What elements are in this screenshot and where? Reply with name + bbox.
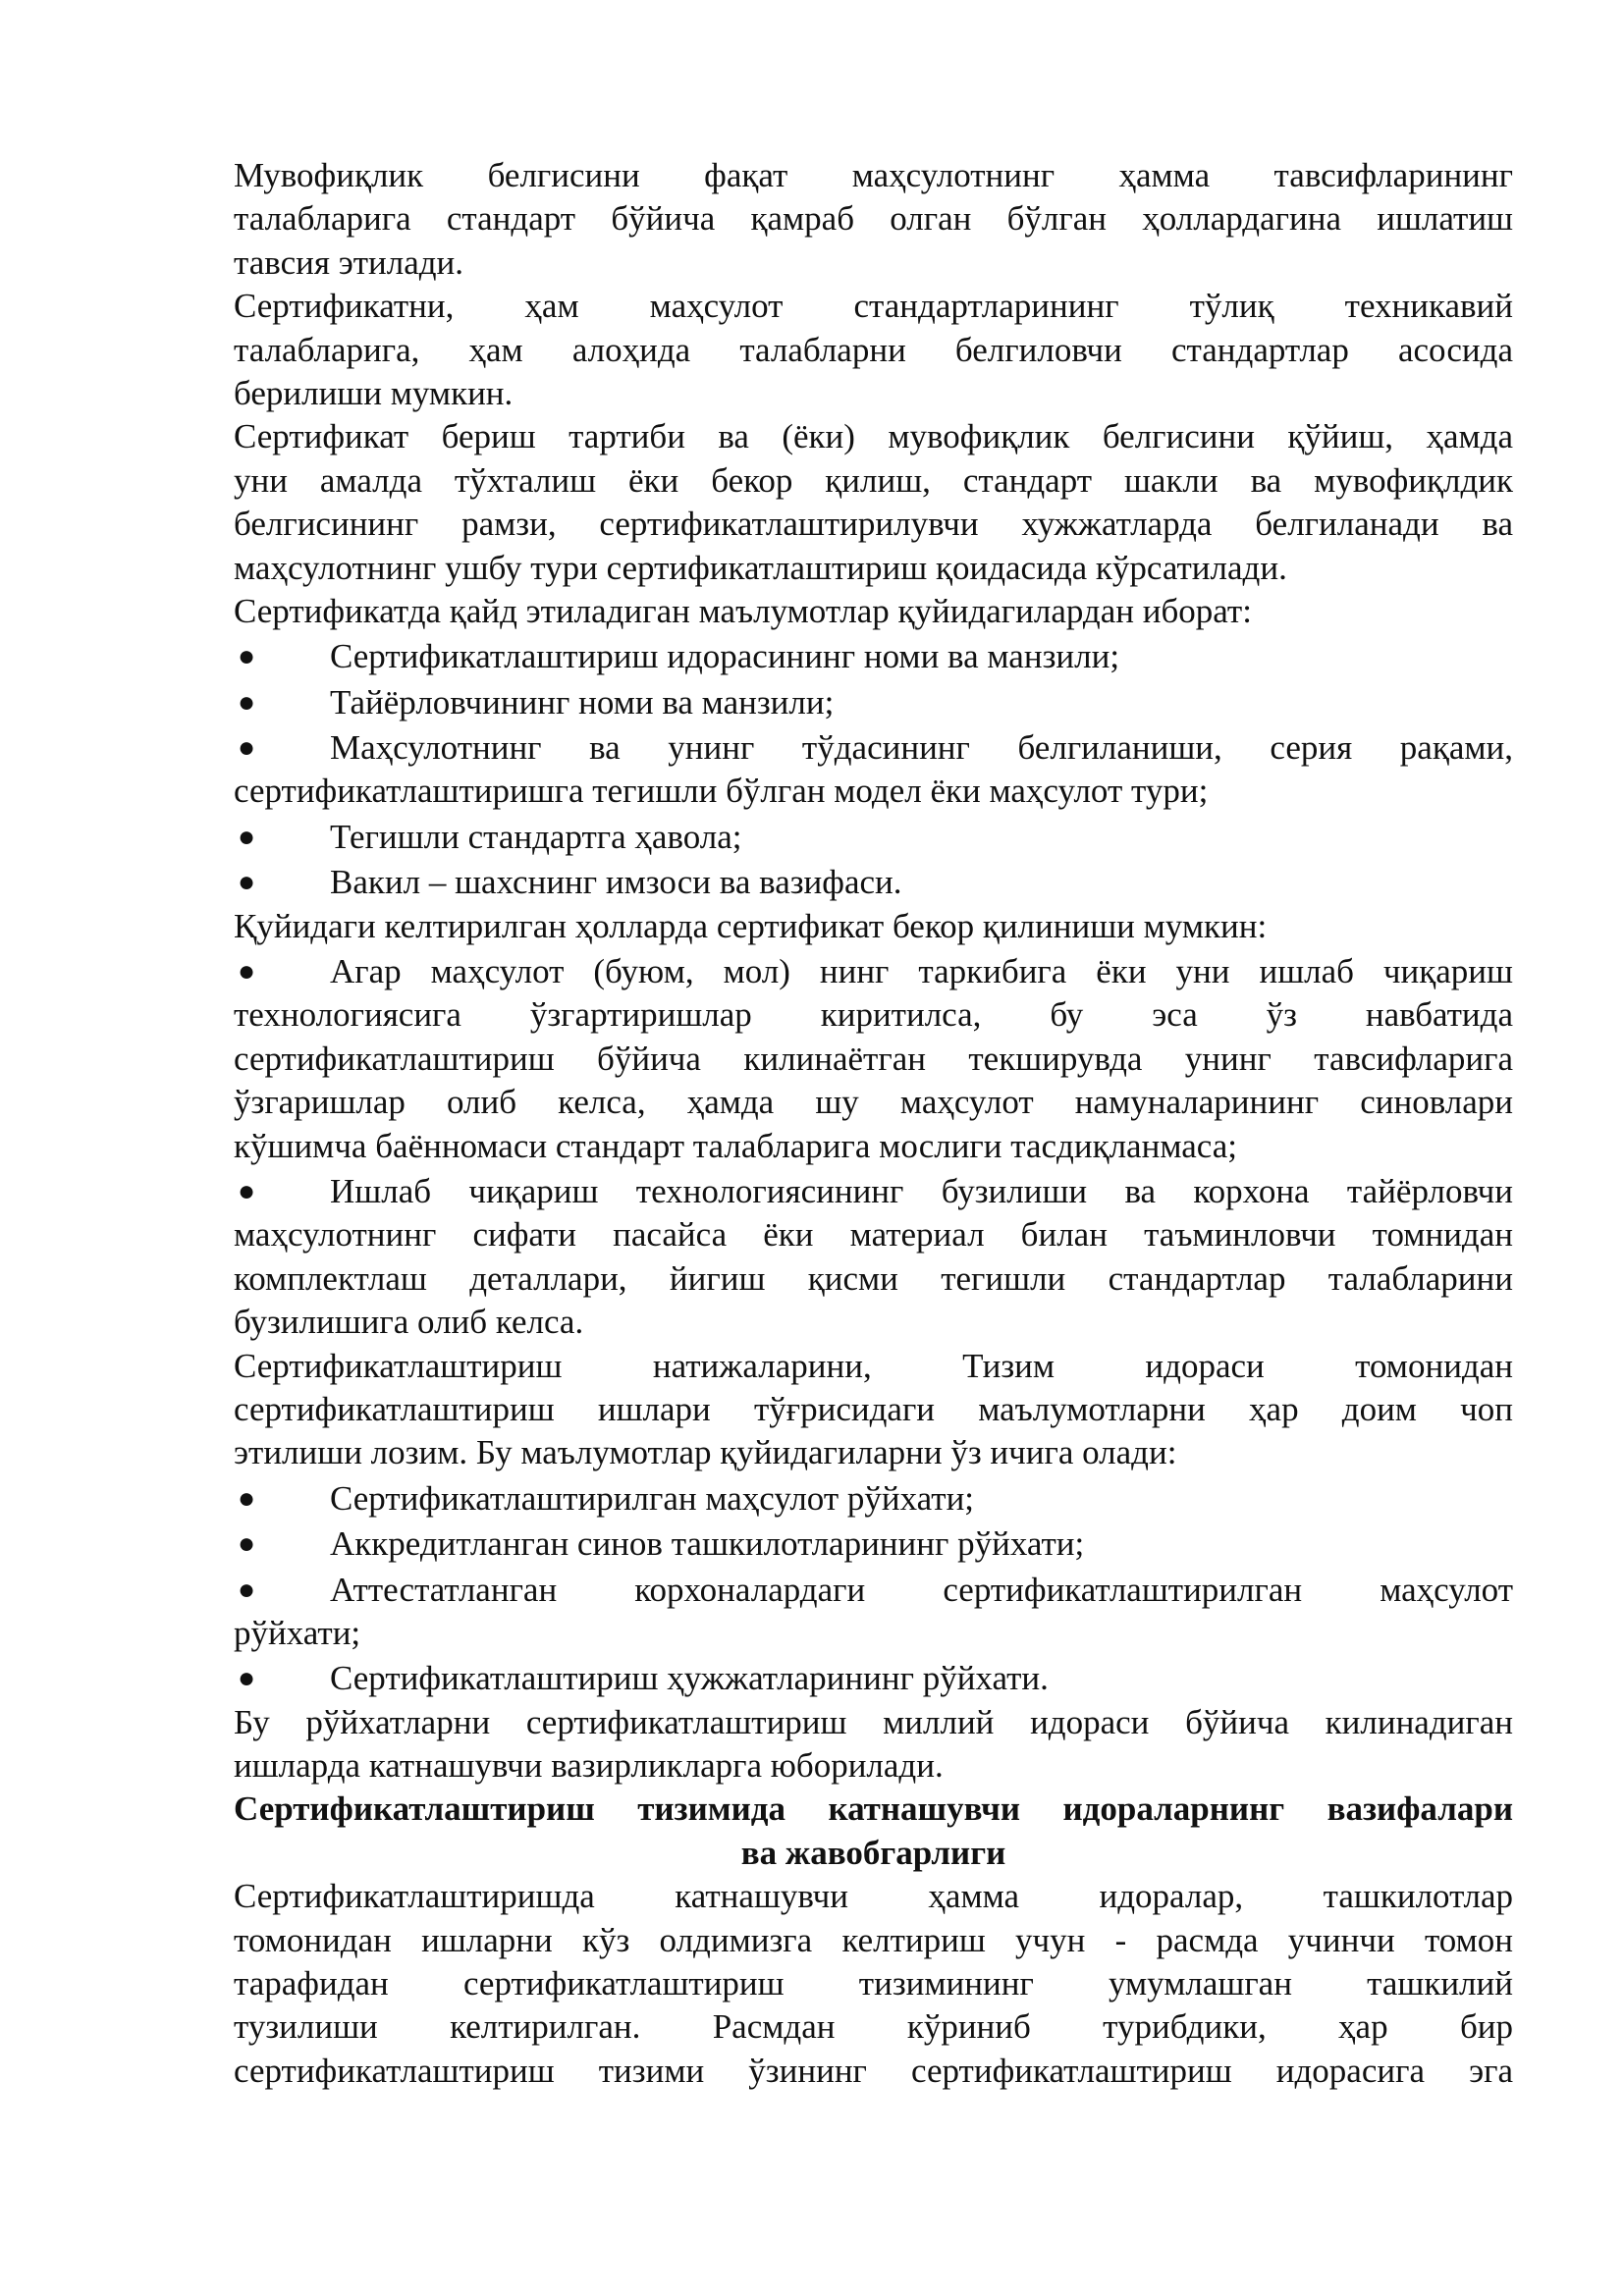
list-item-text: рўйхати; — [234, 1613, 361, 1652]
list-item-text: Сертификатлаштириш ҳужжатларининг рўйхати. — [330, 1659, 1049, 1698]
text-line: Қуйидаги келтирилган ҳолларда сертификат бекор қилиниши мумкин: — [234, 906, 1268, 945]
section-heading — [234, 1788, 1513, 1875]
text-line: Сертификатни, ҳам маҳсулот стандартларининг тўлиқ техникавий — [234, 287, 1513, 326]
list-item-text: сертификатлаштиришга тегишли бўлган модел ёки маҳсулот тури; — [234, 772, 1209, 811]
list-item-text: кўшимча баённомаси стандарт талабларига мослиги тасдиқланмаса; — [234, 1126, 1237, 1165]
bullet-icon: ● — [238, 1174, 256, 1207]
text-line: Мувофиқлик белгисини фақат маҳсулотнинг ҳамма тавсифларининг — [234, 156, 1513, 194]
list-item-text: Маҳсулотнинг ва унинг тўдасининг белгиланиши, серия рақами, — [330, 728, 1513, 768]
list-item — [234, 635, 1513, 678]
list-item-text: комплектлаш деталлари, йигиш қисми тегишли стандартлар талабларини — [234, 1258, 1513, 1298]
list-item-text: Ишлаб чиқариш технологиясининг бузилиши ва корхона тайёрловчи — [330, 1171, 1513, 1210]
paragraph — [234, 415, 1513, 590]
text-line: Сертификатлаштириш натижаларини, Тизим идораси томонидан — [234, 1346, 1513, 1385]
document-page — [234, 154, 1513, 2093]
bullet-list — [234, 1477, 1513, 1701]
list-item-text: Тайёрловчининг номи ва манзили; — [330, 682, 835, 721]
list-item-text: маҳсулотнинг сифати пасайса ёки материал билан таъминловчи томнидан — [234, 1215, 1513, 1255]
text-line: Бу рўйхатларни сертификатлаштириш миллий идораси бўйича килинадиган — [234, 1702, 1513, 1741]
list-item-text: Аккредитланган синов ташкилотларининг рўйхати; — [330, 1524, 1085, 1564]
list-item — [234, 1477, 1513, 1521]
paragraph — [234, 1875, 1513, 2093]
text-line: Сертификатлаштиришда катнашувчи ҳамма идоралар, ташкилотлар — [234, 1877, 1513, 1916]
list-item — [234, 1569, 1513, 1656]
bullet-icon: ● — [238, 866, 256, 899]
list-item-text: Агар маҳсулот (буюм, мол) нинг таркибига ёки уни ишлаб чиқариш — [330, 952, 1513, 991]
list-item-text: Вакил – шахснинг имзоси ва вазифаси. — [330, 863, 902, 902]
heading-line: ва жавобгарлиги — [740, 1833, 1006, 1872]
text-line: сертификатлаштириш ишлари тўғрисидаги маълумотларни ҳар доим чоп — [234, 1389, 1513, 1428]
text-line: берилиши мумкин. — [234, 373, 514, 412]
bullet-list — [234, 950, 1513, 1345]
heading-line: Сертификатлаштириш тизимида катнашувчи идораларнинг вазифалари — [234, 1789, 1513, 1829]
list-item-text: бузилишига олиб келса. — [234, 1303, 584, 1342]
text-line: томонидан ишларни кўз олдимизга келтириш учун - расмда учинчи томон — [234, 1920, 1513, 1959]
list-item-text: Сертификатлаштириш идорасининг номи ва манзили; — [330, 637, 1120, 676]
bullet-icon: ● — [238, 731, 256, 765]
text-line: тарафидан сертификатлаштириш тизимининг умумлашган ташкилий — [234, 1964, 1513, 2003]
text-line: этилиши лозим. Бу маълумотлар қуйидагиларни ўз ичига олади: — [234, 1433, 1177, 1472]
text-line: Сертификат бериш тартиби ва (ёки) мувофиқлик белгисини қўйиш, ҳамда — [234, 417, 1513, 456]
text-line: уни амалда тўхталиш ёки бекор қилиш, стандарт шакли ва мувофиқлдик — [234, 460, 1513, 500]
list-item-text: Аттестатланган корхоналардаги сертификатлаштирилган маҳсулот — [330, 1570, 1513, 1609]
text-line: талабларига стандарт бўйича қамраб олган бўлган ҳоллардагина ишлатиш — [234, 199, 1513, 239]
bullet-icon: ● — [238, 1527, 256, 1561]
bullet-icon: ● — [238, 955, 256, 988]
paragraph — [234, 1701, 1513, 1789]
bullet-icon: ● — [238, 1481, 256, 1515]
bullet-list — [234, 635, 1513, 904]
paragraph — [234, 285, 1513, 415]
list-item — [234, 816, 1513, 859]
list-item — [234, 950, 1513, 1168]
list-item-text: технологиясига ўзгартиришлар киритилса, бу эса ўз навбатида — [234, 995, 1513, 1035]
text-line: белгисининг рамзи, сертификатлаштирилувчи хужжатларда белгиланади ва — [234, 505, 1513, 544]
text-line: тавсия этилади. — [234, 242, 464, 282]
list-item — [234, 1170, 1513, 1345]
text-line: сертификатлаштириш тизими ўзининг сертификатлаштириш идорасига эга — [234, 2051, 1513, 2090]
paragraph — [234, 905, 1513, 948]
list-item — [234, 861, 1513, 904]
list-item — [234, 1522, 1513, 1566]
bullet-icon: ● — [238, 820, 256, 853]
bullet-icon: ● — [238, 1573, 256, 1606]
text-line: тузилиши келтирилган. Расмдан кўриниб турибдики, ҳар бир — [234, 2007, 1513, 2047]
list-item-text: сертификатлаштириш бўйича килинаётган текширувда унинг тавсифларига — [234, 1039, 1513, 1078]
bullet-icon: ● — [238, 640, 256, 673]
list-item-text: Сертификатлаштирилган маҳсулот рўйхати; — [330, 1478, 975, 1518]
list-item — [234, 726, 1513, 814]
paragraph — [234, 1345, 1513, 1475]
text-line: маҳсулотнинг ушбу тури сертификатлаштириш қоидасида кўрсатилади. — [234, 548, 1287, 587]
paragraph — [234, 154, 1513, 285]
list-item-text: Тегишли стандартга ҳавола; — [330, 817, 742, 856]
text-line: талабларига, ҳам алоҳида талабларни белгиловчи стандартлар асосида — [234, 330, 1513, 369]
list-item-text: ўзгаришлар олиб келса, ҳамда шу маҳсулот намуналарининг синовлари — [234, 1083, 1513, 1122]
list-item — [234, 1657, 1513, 1700]
list-item — [234, 681, 1513, 724]
text-line: ишларда катнашувчи вазирликларга юборилади. — [234, 1746, 944, 1786]
bullet-icon: ● — [238, 1662, 256, 1695]
paragraph — [234, 590, 1513, 633]
text-line: Сертификатда қайд этиладиган маълумотлар қуйидагилардан иборат: — [234, 591, 1252, 630]
bullet-icon: ● — [238, 685, 256, 719]
